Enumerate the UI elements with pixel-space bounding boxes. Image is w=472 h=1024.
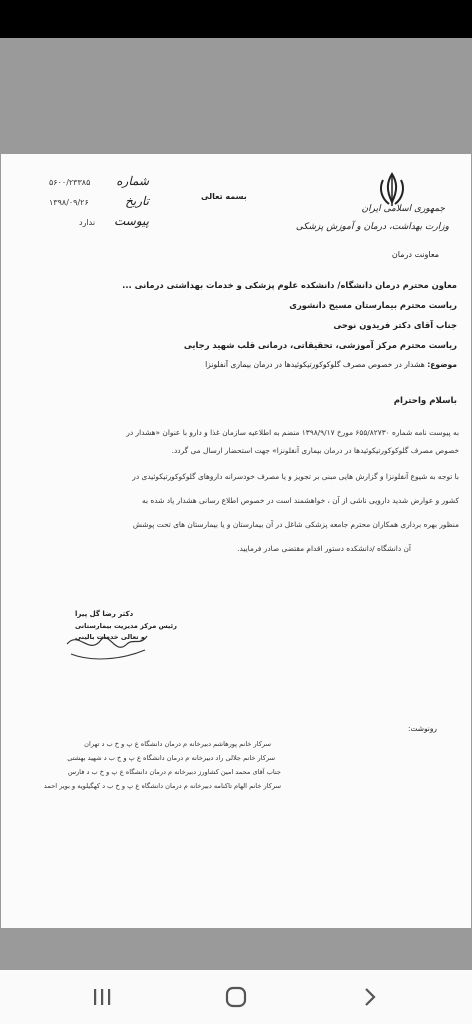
home-icon — [225, 986, 247, 1008]
attachment-row — [49, 214, 149, 234]
subject-line — [205, 360, 457, 369]
attachment-value: ندارد — [79, 218, 96, 227]
cc-title: رونوشت: — [408, 724, 437, 733]
status-bar — [0, 0, 472, 38]
recent-apps-icon — [92, 988, 112, 1006]
addressee: معاون محترم درمان دانشگاه/ دانشکده علوم پزشکی و خدمات بهداشتی درمانی ... — [122, 280, 457, 290]
recent-apps-button[interactable] — [82, 982, 122, 1012]
addressee: جناب آقای دکتر فریدون نوحی — [333, 320, 457, 330]
deputy-name: معاونت درمان — [391, 250, 439, 259]
greeting: باسلام واحترام — [393, 396, 457, 406]
letter-meta — [49, 174, 149, 234]
home-button[interactable] — [216, 982, 256, 1012]
signature-scribble — [61, 626, 151, 666]
number-label: شماره — [116, 174, 149, 188]
addressee: ریاست محترم بیمارستان مسیح دانشوری — [289, 300, 457, 310]
body-line: با توجه به شیوع آنفلونزا و گزارش هایی مبنی بر تجویز و یا مصرف خودسرانه داروهای گلوکوکورتیکوئیدی در — [132, 472, 459, 481]
subject-label: موضوع: — [427, 360, 457, 369]
body-line: آن دانشگاه /دانشکده دستور اقدام مقتضی صادر فرمایید. — [237, 544, 411, 553]
body-line: به پیوست نامه شماره ۶۵۵/۸۲۷۳۰ مورخ ۱۳۹۸/۹/۱۷ منضم به اطلاعیه سازمان غذا و دارو با عنوان «هشدار در — [126, 428, 459, 437]
republic-name: جمهوری اسلامی ایران — [361, 204, 445, 214]
ministry-name: وزارت بهداشت، درمان و آموزش پزشکی — [295, 222, 449, 232]
number-value: ۵۶۰۰/۲۳۳۸۵ — [49, 178, 91, 187]
number-row — [49, 174, 149, 194]
body-line: منظور بهره برداری همکاران محترم جامعه پزشکی شاغل در آن بیمارستان و یا بیمارستان های تحت پوشش — [132, 520, 459, 529]
body-line: کشور و عوارض شدید دارویی ناشی از آن ، خواهشمند است در خصوص اطلاع رسانی هشدار یاد شده به — [142, 496, 459, 505]
letter-page — [1, 154, 471, 928]
cc-line: سرکار خانم پورهاشم دبیرخانه م درمان دانشگاه ع پ و خ ب د تهران — [84, 740, 271, 748]
letterhead — [295, 172, 449, 262]
date-row — [49, 194, 149, 214]
emblem-icon — [377, 172, 407, 208]
signer-title: و تعالی خدمات بالینی — [75, 633, 146, 641]
cc-line: سرکار خانم جلالی راد دبیرخانه م درمان دانشگاه ع پ و خ ب د شهید بهشتی — [67, 754, 275, 762]
navigation-bar — [0, 970, 472, 1024]
cc-line: جناب آقای محمد امین کشاورز دبیرخانه م درمان دانشگاه ع پ و خ ب د فارس — [67, 768, 281, 776]
addressee: ریاست محترم مرکز آموزشی، تحقیقاتی، درمانی قلب شهید رجایی — [183, 340, 457, 350]
back-button[interactable] — [350, 982, 390, 1012]
body-line: خصوص مصرف گلوکوکورتیکوئیدها در درمان بیماری آنفلونزا» جهت استحضار ارسال می گردد. — [171, 446, 459, 455]
cc-line: سرکار خانم الهام تاکنامه دبیرخانه م درمان دانشگاه ع پ و خ ب د کهگیلویه و بویر احمد — [43, 782, 281, 790]
attachment-label: پیوست — [114, 214, 149, 228]
classification: بسمه تعالی — [201, 192, 247, 201]
back-icon — [363, 987, 377, 1007]
date-value: ۱۳۹۸/۰۹/۲۶ — [49, 198, 89, 207]
signer-title: رئیس مرکز مدیریت بیمارستانی — [75, 622, 177, 630]
image-viewer[interactable] — [0, 38, 472, 970]
signer-name: دکتر رضا گل پیرا — [75, 610, 134, 618]
subject-text: هشدار در خصوص مصرف گلوکوکورتیکوئیدها در درمان بیماری آنفلونزا — [205, 360, 425, 369]
date-label: تاریخ — [125, 194, 149, 208]
